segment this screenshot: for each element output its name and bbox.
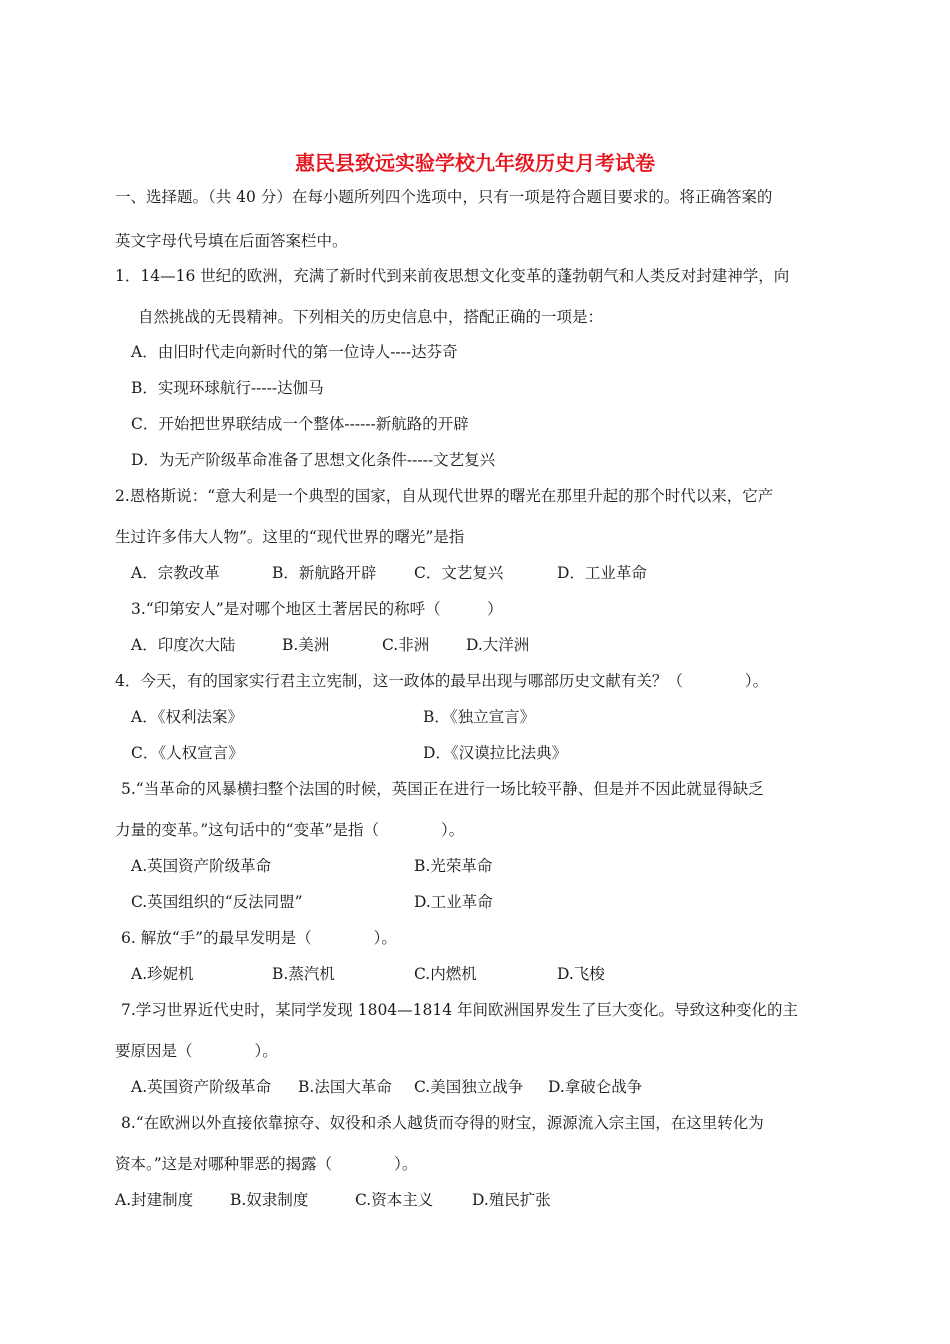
question-2-stem-line-2: 生过许多伟大人物”。这里的“现代世界的曙光”是指 [115,528,465,546]
question-7-option-c: C.美国独立战争 [414,1078,524,1096]
question-5-option-b: B.光荣革命 [414,857,493,875]
question-5-option-a: A.英国资产阶级革命 [131,857,272,875]
exam-title: 惠民县致远实验学校九年级历史月考试卷 [295,151,655,175]
question-1-option-b: B．实现环球航行-----达伽马 [131,379,324,397]
question-8-option-a: A.封建制度 [115,1191,194,1209]
question-7-option-a: A.英国资产阶级革命 [131,1078,272,1096]
question-6-option-b: B.蒸汽机 [272,965,335,983]
question-6-stem: 6. 解放“手”的最早发明是（ ）。 [121,929,397,947]
question-2-option-a: A．宗教改革 [131,564,220,582]
question-3-option-d: D.大洋洲 [466,636,530,654]
question-4-option-c: C．《人权宣言》 [131,744,244,762]
question-8-stem-line-2: 资本。”这是对哪种罪恶的揭露（ ）。 [115,1155,418,1173]
question-8-option-d: D.殖民扩张 [472,1191,551,1209]
question-2-stem-line-1: 2.恩格斯说：“意大利是一个典型的国家，自从现代世界的曙光在那里升起的那个时代以来，它产 [115,487,774,505]
question-5-stem-line-2: 力量的变革。”这句话中的“变革”是指（ ）。 [115,821,465,839]
question-8-option-c: C.资本主义 [355,1191,434,1209]
question-6-option-d: D.飞梭 [557,965,605,983]
question-4-stem: 4．今天，有的国家实行君主立宪制，这一政体的最早出现与哪部历史文献有关？（ ）。 [115,672,769,690]
question-3-option-c: C.非洲 [382,636,430,654]
question-4-option-b: B．《独立宣言》 [423,708,536,726]
section-instruction-line-2: 英文字母代号填在后面答案栏中。 [115,232,348,250]
question-1-option-c: C．开始把世界联结成一个整体------新航路的开辟 [131,415,469,433]
question-8-option-b: B.奴隶制度 [230,1191,309,1209]
question-7-option-b: B.法国大革命 [298,1078,392,1096]
question-5-stem-line-1: 5.“当革命的风暴横扫整个法国的时候，英国正在进行一场比较平静、但是并不因此就显得缺乏 [121,780,764,798]
question-3-option-b: B.美洲 [282,636,330,654]
question-7-stem-line-1: 7.学习世界近代史时，某同学发现 1804—1814 年间欧洲国界发生了巨大变化。导致这种变化的主 [121,1001,799,1019]
question-1-option-d: D．为无产阶级革命准备了思想文化条件-----文艺复兴 [131,451,496,469]
question-2-option-d: D．工业革命 [557,564,647,582]
question-4-option-a: A．《权利法案》 [131,708,243,726]
question-6-option-a: A.珍妮机 [131,965,194,983]
question-7-option-d: D.拿破仑战争 [548,1078,643,1096]
question-5-option-c: C.英国组织的“反法同盟” [131,893,303,911]
section-instruction-line-1: 一、选择题。（共 40 分）在每小题所列四个选项中，只有一项是符合题目要求的。将正确答案的 [115,188,773,206]
question-7-stem-line-2: 要原因是（ ）。 [115,1042,278,1060]
question-2-option-b: B．新航路开辟 [272,564,377,582]
question-1-stem-line-1: 1．14—16 世纪的欧洲，充满了新时代到来前夜思想文化变革的蓬勃朝气和人类反对封建神学，向 [115,267,790,285]
question-8-stem-line-1: 8.“在欧洲以外直接依靠掠夺、奴役和杀人越货而夺得的财宝，源源流入宗主国，在这里转化为 [121,1114,764,1132]
question-6-option-c: C.内燃机 [414,965,477,983]
question-3-stem: 3.“印第安人”是对哪个地区土著居民的称呼（ ） [131,600,503,618]
question-2-option-c: C．文艺复兴 [414,564,504,582]
question-1-stem-line-2: 自然挑战的无畏精神。下列相关的历史信息中，搭配正确的一项是： [138,308,604,326]
question-5-option-d: D.工业革命 [414,893,493,911]
question-3-option-a: A．印度次大陆 [131,636,236,654]
question-1-option-a: A．由旧时代走向新时代的第一位诗人----达芬奇 [131,343,458,361]
question-4-option-d: D．《汉谟拉比法典》 [423,744,568,762]
